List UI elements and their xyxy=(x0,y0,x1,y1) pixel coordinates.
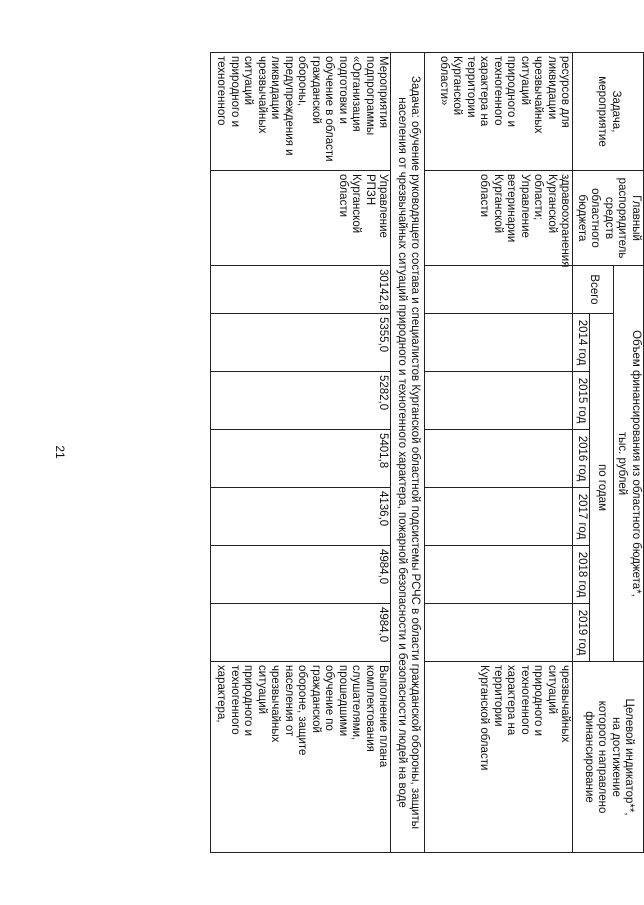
cell-year xyxy=(425,546,573,604)
cell-year-2018: 4984,0 xyxy=(211,546,391,604)
cell-year xyxy=(425,372,573,430)
table-row xyxy=(425,53,573,853)
table-row xyxy=(211,53,391,853)
cell-year xyxy=(425,488,573,546)
cell-year xyxy=(425,604,573,662)
header-by-years: по годам xyxy=(590,314,614,662)
cell-indicator: Выполнение плана комплектования слушателями, прошедшими обучение по гражданской обороне, защите населения от чрезвычайных ситуаций природного и техногенного характера, xyxy=(211,662,391,853)
cell-distributor: Управление РПЗН Курганской области xyxy=(211,171,391,266)
header-total: Всего xyxy=(573,266,614,314)
cell-total: 30142,8 xyxy=(211,266,391,314)
header-row-1 xyxy=(614,53,644,853)
cell-total xyxy=(425,266,573,314)
task-heading-row xyxy=(391,53,425,853)
header-task: Задача, мероприятие xyxy=(573,53,644,171)
header-year: 2017 год xyxy=(573,488,590,546)
cell-year xyxy=(425,314,573,372)
cell-year xyxy=(425,430,573,488)
cell-year-2017: 4136,0 xyxy=(211,488,391,546)
cell-year-2015: 5282,0 xyxy=(211,372,391,430)
cell-distributor: здравоохранения Курганской области; Управление ветеринарии Курганской области xyxy=(425,171,573,266)
page-number: 21 xyxy=(53,445,67,459)
cell-year-2016: 5401,8 xyxy=(211,430,391,488)
header-year: 2015 год xyxy=(573,372,590,430)
rotated-page xyxy=(94,52,644,852)
header-year: 2014 год xyxy=(573,314,590,372)
cell-task: Мероприятия подпрограммы «Организация подготовки и обучение в области гражданской обороны, предупреждения и ликвидации чрезвычайных ситуаций природного и техногенного xyxy=(211,53,391,171)
header-year: 2018 год xyxy=(573,546,590,604)
header-year: 2016 год xyxy=(573,430,590,488)
funding-table xyxy=(211,52,644,853)
header-funding: Объем финансирования из областного бюджета*, тыс. рублей xyxy=(614,266,644,662)
header-indicator: Целевой индикатор**, на достижение которого направлено финансирование xyxy=(573,662,644,853)
header-distributor: Главный распорядитель средств областного бюджета xyxy=(573,171,644,266)
task-heading: Задача: обучение руководящего состава и специалистов Курганской областной подсистемы РСЧС в области гражданской обороны, защиты населения от чрезвычайных ситуаций природного и техногенного характера, пожарной безопасности и безопасности людей на воде xyxy=(391,53,425,853)
cell-indicator: чрезвычайных ситуаций природного и техногенного характера на территории Курганской области xyxy=(425,662,573,853)
header-year: 2019 год xyxy=(573,604,590,662)
cell-year-2014: 5355,0 xyxy=(211,314,391,372)
cell-task: ресурсов для ликвидации чрезвычайных ситуаций природного и техногенного характера на территории Курганской области» xyxy=(425,53,573,171)
cell-year-2019: 4984,0 xyxy=(211,604,391,662)
